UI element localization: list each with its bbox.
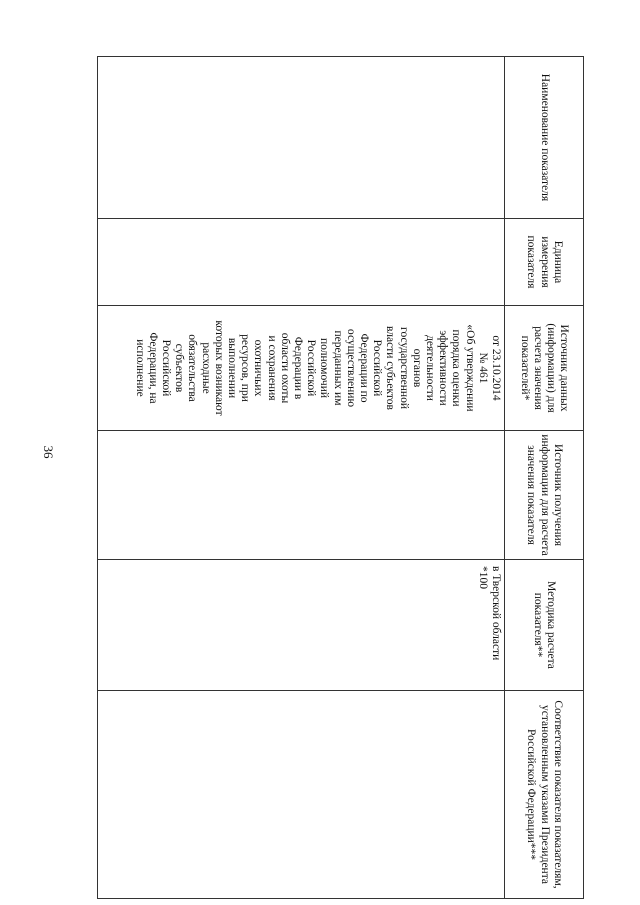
cell-compliance (98, 691, 505, 899)
methodology-line: *100 (476, 566, 489, 589)
header-compliance: Соответствие показателя показателям, установленным указами Президента Российской Федерации*** (505, 691, 584, 899)
data-source-line: органов (410, 348, 423, 388)
cell-methodology (98, 560, 505, 691)
data-source-line: № 461 (476, 352, 489, 384)
data-source-line: Российской (159, 339, 172, 397)
data-source-line: Российской (305, 339, 318, 397)
data-source-line: Федерации, на (146, 332, 159, 404)
page-number: 36 (41, 445, 56, 459)
data-source-line: области охоты (278, 332, 291, 404)
data-source-line: полномочий (318, 338, 331, 398)
data-source-line: ресурсов, при (239, 334, 252, 402)
cell-info-source (98, 431, 505, 560)
table-header-row (505, 57, 584, 899)
data-source-line: которых возникают (212, 320, 225, 416)
table-row (98, 57, 505, 899)
data-source-line: субъектов (173, 343, 186, 393)
data-source-line: обязательства (186, 334, 199, 402)
data-source-line: деятельности (423, 335, 436, 401)
header-data-source: Источник данных (информации) для расчета значения показателей* (505, 306, 584, 431)
methodology-line: в Тверской области (490, 566, 502, 661)
data-source-line: охотничьих (252, 339, 265, 397)
data-source-line: от 23.10.2014 (490, 335, 502, 401)
cell-data-source (98, 306, 505, 431)
indicators-table (97, 56, 584, 899)
rotated-table-container (98, 56, 584, 889)
data-source-line: эффективности (437, 330, 450, 406)
data-source-line: и сохранения (265, 335, 278, 401)
data-source-line: расходные (199, 342, 212, 394)
cell-unit (98, 219, 505, 306)
data-source-line: переданных им (331, 330, 344, 406)
cell-indicator-name (98, 57, 505, 219)
data-source-line: выполнении (225, 337, 238, 399)
data-source-line: осуществлению (344, 328, 357, 408)
header-indicator-name: Наименование показателя (505, 57, 584, 219)
data-source-line: Российской (371, 339, 384, 397)
header-methodology: Методика расчета показателя** (505, 560, 584, 691)
data-source-line: власти субъектов (384, 326, 397, 410)
header-info-source: Источник получения информации для расчета значения показателя (505, 431, 584, 560)
header-unit: Единица измерения показателя (505, 219, 584, 306)
data-source-line: государственной (397, 327, 410, 409)
data-source-line: Федерации в (291, 336, 304, 400)
data-source-line: «Об утверждении (463, 324, 476, 412)
data-source-line: Федерации по (357, 333, 370, 403)
data-source-line: исполнение (133, 339, 146, 397)
data-source-line: порядка оценки (450, 329, 463, 407)
